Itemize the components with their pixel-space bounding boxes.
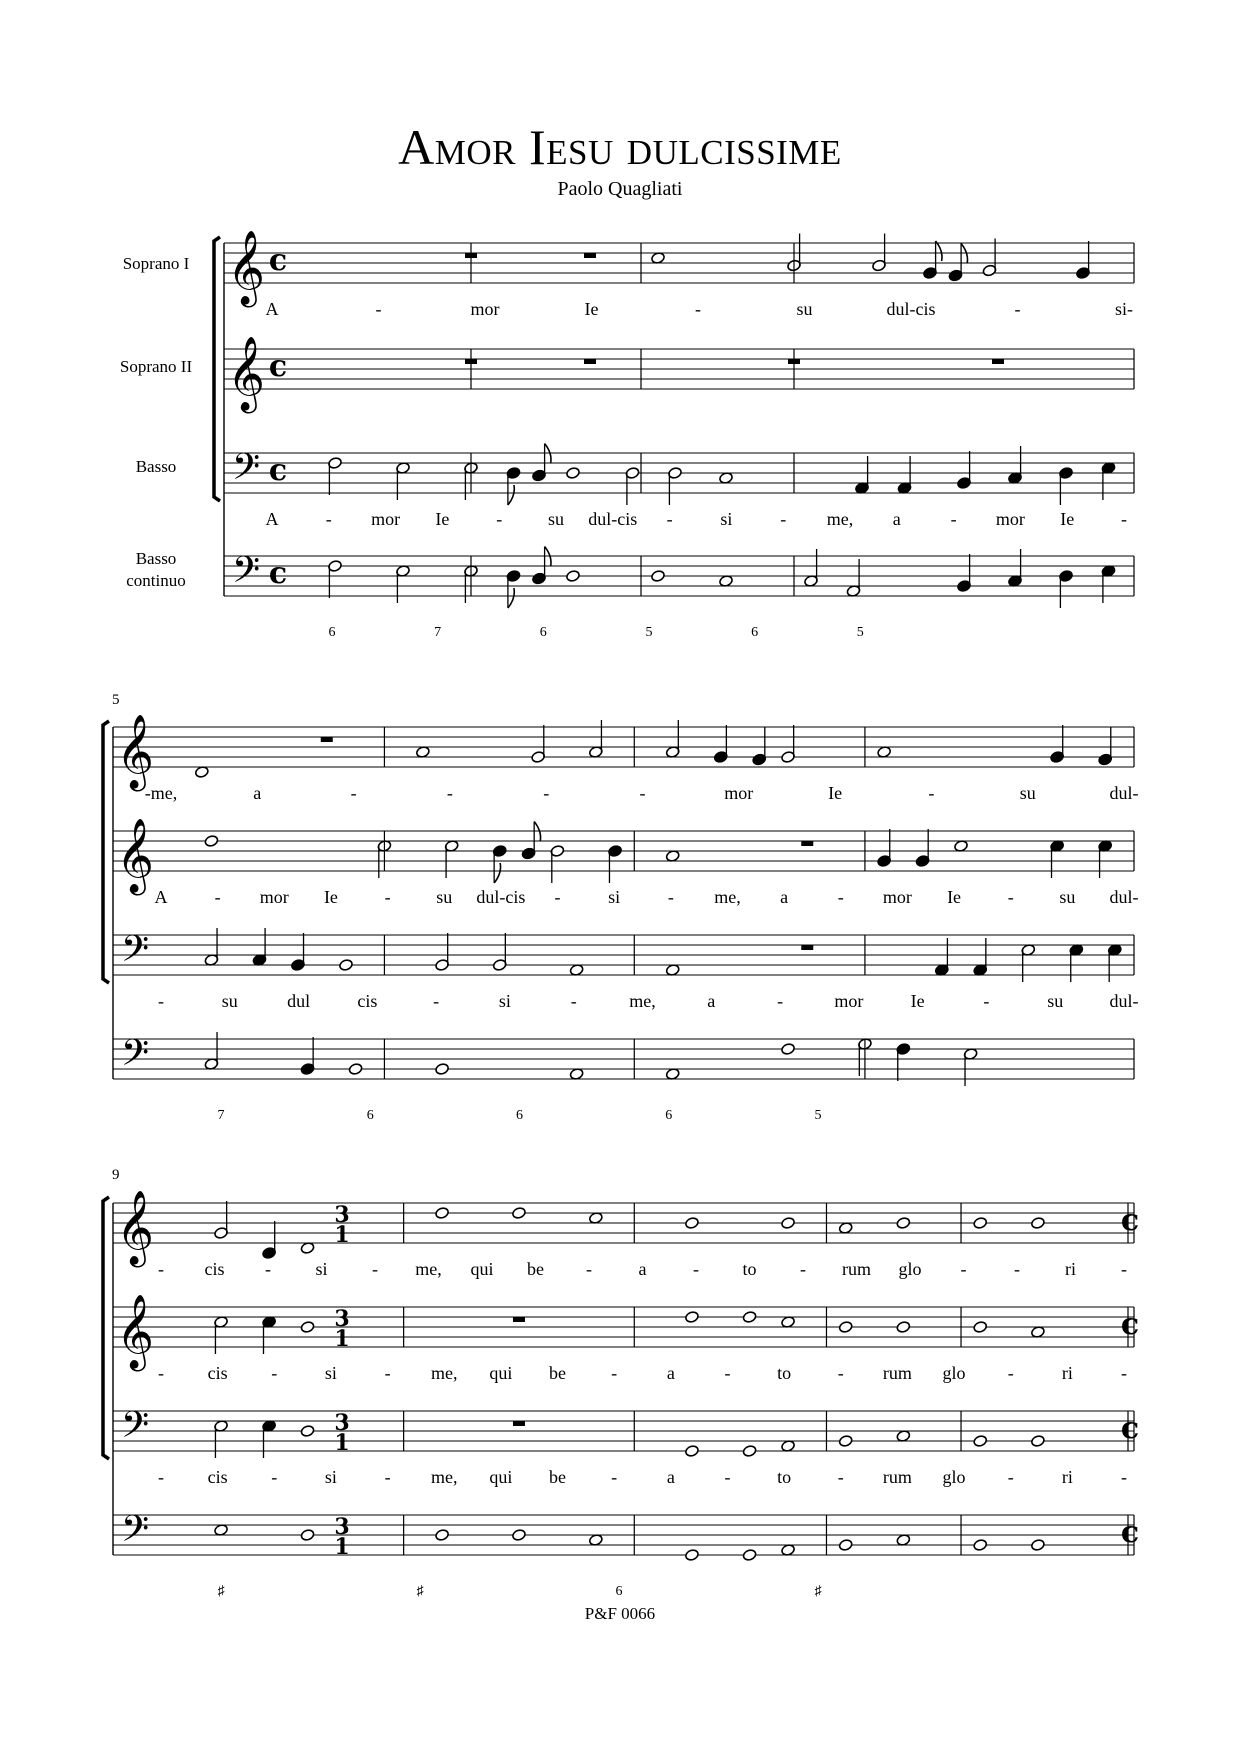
lyric-s1: Ie: [584, 299, 599, 319]
system-1-staff-1-common-time-icon: c: [268, 243, 288, 278]
lyric-b: si: [720, 509, 733, 529]
lyric-s2: dul-cis: [476, 887, 526, 907]
lyric-s1: -: [639, 783, 646, 803]
part-label-basso: Basso: [135, 457, 177, 476]
system-3-staff-4-end-common-time-icon: c: [1120, 1515, 1140, 1550]
system-1-staff-4-note-flag: [508, 588, 514, 608]
lyric-s2: glo: [942, 1363, 966, 1383]
lyric-s2: a: [666, 1363, 675, 1383]
lyric-b: si: [498, 991, 511, 1011]
system-1-staff-2-common-time-icon: c: [268, 349, 288, 384]
lyric-s1: mor: [724, 783, 754, 803]
figured-bass: 7: [434, 625, 442, 640]
lyric-s1: -: [375, 299, 382, 319]
system-1-staff-1-note-flag: [936, 241, 942, 261]
lyric-s2: -: [384, 887, 391, 907]
system-1-staff-2-rest: [992, 359, 1004, 364]
system-3-staff-4-bass-clef-icon: 𝄢: [120, 1508, 150, 1559]
lyric-s1: -: [1014, 1259, 1020, 1279]
lyric-s2: mor: [259, 887, 289, 907]
system-3-staff-2-note: [300, 1321, 315, 1334]
lyric-s2: si: [608, 887, 621, 907]
figured-bass: 5: [814, 1108, 822, 1123]
figured-bass: 6: [751, 625, 759, 640]
system-2-staff-4-note: [781, 1043, 796, 1056]
lyric-b: -: [611, 1467, 618, 1487]
lyric-s1: A: [265, 299, 279, 319]
lyric-s2: -: [724, 1363, 731, 1383]
system-3-staff-1-note: [685, 1217, 700, 1230]
lyric-b: Ie: [435, 509, 450, 529]
lyric-b: to: [777, 1467, 792, 1487]
lyric-s2: dul-: [1109, 887, 1139, 907]
figured-bass: ♯: [416, 1584, 424, 1599]
system-1-staff-3-bass-clef-icon: 𝄢: [231, 446, 261, 497]
lyric-s1: -: [928, 783, 935, 803]
lyric-s2: -: [837, 887, 844, 907]
lyric-b: -: [271, 1467, 278, 1487]
lyric-s1: -: [586, 1259, 592, 1279]
lyric-b: -: [777, 991, 784, 1011]
lyric-b: -: [384, 1467, 391, 1487]
system-3-staff-1-note: [896, 1217, 911, 1230]
figured-bass: 6: [516, 1108, 524, 1123]
system-1-staff-3-common-time-icon: c: [268, 453, 288, 488]
lyric-b: me,: [826, 509, 854, 529]
system-3-staff-3-note: [742, 1445, 757, 1458]
system-2-staff-2-note-flag: [494, 863, 500, 883]
system-3-staff-3-note: [1031, 1435, 1046, 1448]
lyric-b: glo: [942, 1467, 966, 1487]
system-2-staff-3-bass-clef-icon: 𝄢: [120, 928, 150, 979]
system-2-staff-3-note: [339, 959, 354, 972]
lyric-b: cis: [207, 1467, 228, 1487]
lyric-b: -: [1007, 1467, 1014, 1487]
lyric-b: mor: [371, 509, 401, 529]
figured-bass: 6: [665, 1108, 673, 1123]
lyric-s1: dul-: [1109, 783, 1139, 803]
lyric-s1: a: [638, 1259, 647, 1279]
lyric-b: mor: [834, 991, 864, 1011]
lyric-b: Ie: [1060, 509, 1075, 529]
lyric-s2: -: [1007, 887, 1014, 907]
measure-number-9: 9: [112, 1167, 120, 1183]
system-2-staff-2-treble-clef-icon: 𝄞: [116, 819, 154, 893]
lyric-s2: me,: [714, 887, 741, 907]
system-3-staff-1-time-1: 1: [334, 1222, 350, 1248]
system-1-staff-2-rest: [584, 359, 596, 364]
measure-number-5: 5: [112, 692, 120, 708]
system-1-staff-2-treble-clef-icon: 𝄞: [227, 337, 265, 411]
system-3-staff-1-time-3: 3: [334, 1202, 350, 1228]
system-1-staff-4-common-time-icon: c: [268, 556, 288, 591]
part-label-soprano-1: Soprano I: [122, 254, 190, 273]
lyric-b: -: [325, 509, 332, 529]
lyric-s2: qui: [489, 1363, 513, 1383]
lyric-b: su: [221, 991, 238, 1011]
lyric-s2: si: [324, 1363, 337, 1383]
lyric-s2: A: [154, 887, 168, 907]
lyric-b: -: [158, 1467, 164, 1487]
lyric-s1: qui: [470, 1259, 494, 1279]
lyric-s1: a: [253, 783, 262, 803]
part-label-soprano-2: Soprano II: [119, 357, 193, 376]
lyric-s2: ri: [1061, 1363, 1073, 1383]
lyric-s1: mor: [470, 299, 500, 319]
system-2-staff-1-treble-clef-icon: 𝄞: [116, 715, 154, 789]
system-3-staff-4-note: [838, 1539, 853, 1552]
lyric-b: a: [707, 991, 716, 1011]
system-3-staff-3-note: [973, 1435, 988, 1448]
lyric-s1: me,: [415, 1259, 442, 1279]
system-2-staff-2-note: [204, 835, 219, 848]
lyric-s1: -: [350, 783, 357, 803]
figured-bass: 5: [645, 625, 653, 640]
lyric-s1: be: [527, 1259, 544, 1279]
lyric-b: qui: [489, 1467, 513, 1487]
lyric-b: -: [1121, 509, 1127, 529]
lyric-b: a: [892, 509, 901, 529]
system-3-staff-1-note: [512, 1207, 527, 1220]
lyric-s2: -: [271, 1363, 278, 1383]
lyric-b: -: [570, 991, 577, 1011]
system-3-staff-4-note: [1031, 1539, 1046, 1552]
system-3-staff-4-note: [300, 1529, 315, 1542]
lyric-b: me,: [430, 1467, 458, 1487]
lyric-s1: -: [265, 1259, 271, 1279]
lyric-s2: me,: [430, 1363, 458, 1383]
lyric-s1: -: [695, 299, 701, 319]
part-label-basso-continuo: Basso continuo: [126, 549, 186, 590]
lyric-s1: -: [693, 1259, 699, 1279]
lyric-b: -: [780, 509, 787, 529]
system-3-staff-2-note: [973, 1321, 988, 1334]
system-2-staff-1-rest: [321, 737, 333, 742]
lyric-s1: glo: [898, 1259, 922, 1279]
lyric-s1: -: [158, 1259, 164, 1279]
lyric-s1: su: [1019, 783, 1036, 803]
system-3-staff-2-note: [685, 1311, 700, 1324]
lyric-b: si: [324, 1467, 337, 1487]
system-3-staff-2-time-1: 1: [334, 1326, 350, 1352]
lyric-s2: a: [780, 887, 789, 907]
system-3-staff-4-time-1: 1: [334, 1534, 350, 1560]
composer-name: Paolo Quagliati: [557, 178, 683, 200]
lyric-s1: Ie: [828, 783, 843, 803]
lyric-b: a: [666, 1467, 675, 1487]
lyric-s1: si-: [1115, 299, 1133, 319]
system-3-staff-1-note: [1031, 1217, 1046, 1230]
lyric-b: -: [724, 1467, 731, 1487]
system-3-staff-2-treble-clef-icon: 𝄞: [116, 1295, 154, 1369]
system-2-staff-3-rest: [801, 945, 813, 950]
lyric-s1: -: [1014, 299, 1021, 319]
system-3-staff-1-note: [435, 1207, 450, 1220]
lyric-s2: su: [1059, 887, 1076, 907]
lyric-s2: -: [384, 1363, 391, 1383]
system-1-staff-4-bass-clef-icon: 𝄢: [231, 549, 261, 600]
lyric-s2: be: [549, 1363, 567, 1383]
lyric-b: me,: [629, 991, 656, 1011]
system-3-staff-2-note: [896, 1321, 911, 1334]
figured-bass: 6: [366, 1108, 374, 1123]
lyric-b: be: [549, 1467, 567, 1487]
lyric-b: dul-cis: [588, 509, 638, 529]
lyric-s1: su: [796, 299, 813, 319]
lyric-s2: Ie: [323, 887, 338, 907]
lyric-b: cis: [357, 991, 378, 1011]
system-2-staff-4-note: [435, 1063, 450, 1076]
lyric-s1: to: [742, 1259, 757, 1279]
lyric-b: -: [1121, 1467, 1127, 1487]
lyric-s2: Ie: [947, 887, 962, 907]
system-1-staff-4-note: [651, 570, 666, 583]
system-3-staff-4-note: [512, 1529, 527, 1542]
system-1-staff-3-note-flag: [508, 485, 514, 505]
lyric-s2: -: [837, 1363, 844, 1383]
piece-title: Amor Iesu dulcissime: [398, 119, 842, 175]
lyric-s1: si: [315, 1259, 328, 1279]
system-2-bracket: [103, 721, 109, 983]
system-1-staff-1-rest: [584, 253, 596, 258]
lyric-b: -: [433, 991, 440, 1011]
lyric-s2: -: [1121, 1363, 1127, 1383]
lyric-s1: -me,: [144, 783, 178, 803]
system-2-staff-2-rest: [801, 841, 813, 846]
lyric-b: -: [496, 509, 503, 529]
lyric-b: dul-: [1109, 991, 1139, 1011]
system-3-staff-2-end-common-time-icon: c: [1120, 1307, 1140, 1342]
system-1-staff-1-treble-clef-icon: 𝄞: [227, 231, 265, 305]
system-3-staff-3-bass-clef-icon: 𝄢: [120, 1404, 150, 1455]
system-3-staff-2-rest: [513, 1317, 525, 1322]
system-3-staff-1-treble-clef-icon: 𝄞: [116, 1191, 154, 1265]
lyric-b: -: [158, 991, 164, 1011]
lyric-s1: rum: [842, 1259, 871, 1279]
system-3-bracket: [103, 1197, 109, 1459]
lyric-s2: mor: [882, 887, 912, 907]
system-2-staff-4-note: [348, 1063, 363, 1076]
system-3-staff-3-time-1: 1: [334, 1430, 350, 1456]
system-3-staff-3-note: [685, 1445, 700, 1458]
lyric-b: ri: [1061, 1467, 1073, 1487]
lyric-b: A: [265, 509, 279, 529]
lyric-s2: rum: [882, 1363, 912, 1383]
figured-bass: 7: [217, 1108, 225, 1123]
system-3-staff-3-rest: [513, 1421, 525, 1426]
figured-bass: 6: [615, 1584, 623, 1599]
lyric-s2: cis: [207, 1363, 228, 1383]
figured-bass: 5: [856, 625, 864, 640]
lyric-b: su: [547, 509, 565, 529]
system-1-bracket: [214, 237, 220, 501]
catalog-number: P&F 0066: [584, 1604, 656, 1623]
system-3-staff-1-end-common-time-icon: c: [1120, 1203, 1140, 1238]
figured-bass: ♯: [217, 1584, 225, 1599]
lyric-s2: -: [611, 1363, 618, 1383]
figured-bass: ♯: [814, 1584, 822, 1599]
lyric-s1: cis: [204, 1259, 225, 1279]
system-3-staff-1-note: [973, 1217, 988, 1230]
system-3-staff-2-note: [742, 1311, 757, 1324]
lyric-b: -: [666, 509, 673, 529]
lyric-s2: -: [158, 1363, 164, 1383]
lyric-b: dul: [287, 991, 311, 1011]
lyric-s2: to: [777, 1363, 792, 1383]
lyric-b: -: [983, 991, 990, 1011]
lyric-s1: -: [372, 1259, 378, 1279]
system-3-staff-2-note: [838, 1321, 853, 1334]
lyric-s2: su: [436, 887, 453, 907]
lyric-s1: -: [1121, 1259, 1127, 1279]
system-3-staff-4-note: [973, 1539, 988, 1552]
lyric-b: mor: [995, 509, 1025, 529]
system-1-staff-3-note: [566, 467, 581, 480]
system-3-staff-3-note: [838, 1435, 853, 1448]
system-3-staff-1-note: [781, 1217, 796, 1230]
lyric-b: -: [837, 1467, 844, 1487]
system-3-staff-4-note: [435, 1529, 450, 1542]
lyric-s1: -: [960, 1259, 967, 1279]
figured-bass: 6: [539, 625, 547, 640]
lyric-s1: dul-cis: [886, 299, 936, 319]
system-1-staff-4-note: [566, 570, 581, 583]
lyric-s1: ri: [1065, 1259, 1076, 1279]
lyric-b: rum: [882, 1467, 912, 1487]
system-2-staff-4-bass-clef-icon: 𝄢: [120, 1032, 150, 1083]
lyric-s1: -: [543, 783, 550, 803]
lyric-s2: -: [1007, 1363, 1014, 1383]
figured-bass: 6: [328, 625, 336, 640]
lyric-b: su: [1047, 991, 1064, 1011]
system-3-staff-3-note: [300, 1425, 315, 1438]
lyric-s2: -: [667, 887, 674, 907]
lyric-s2: -: [554, 887, 561, 907]
system-3-staff-3-time-3: 3: [334, 1410, 350, 1436]
system-3-staff-4-note: [742, 1549, 757, 1562]
lyric-s1: -: [800, 1259, 806, 1279]
lyric-b: -: [950, 509, 957, 529]
system-3-staff-2-time-3: 3: [334, 1306, 350, 1332]
system-3-staff-4-note: [685, 1549, 700, 1562]
lyric-b: Ie: [910, 991, 925, 1011]
system-3-staff-3-end-common-time-icon: c: [1120, 1411, 1140, 1446]
system-3-staff-4-time-3: 3: [334, 1514, 350, 1540]
lyric-s2: -: [214, 887, 221, 907]
lyric-s1: -: [446, 783, 453, 803]
